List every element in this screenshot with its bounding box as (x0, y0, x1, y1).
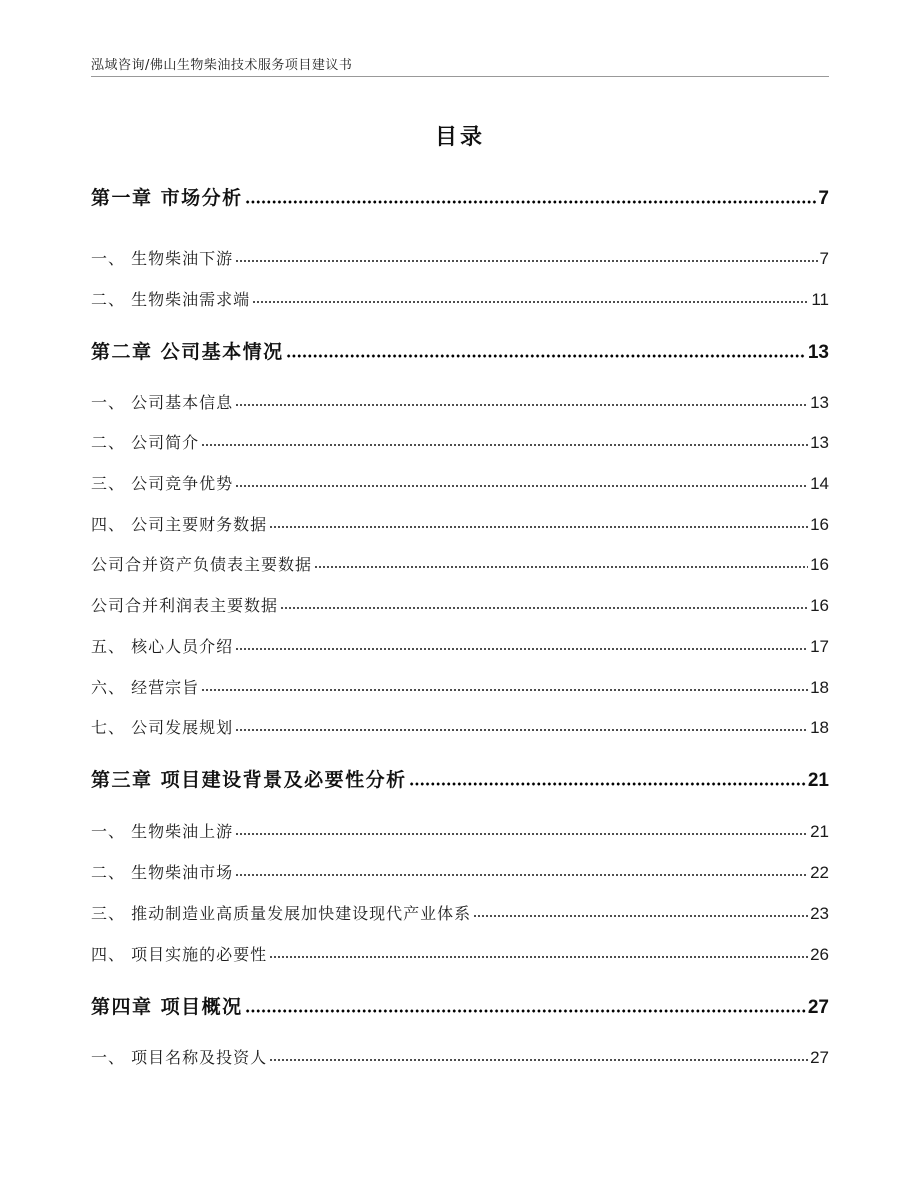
toc-section[interactable] (91, 943, 829, 965)
toc-section[interactable] (91, 676, 829, 698)
toc-entry-label: 三、 公司竞争优势 (91, 474, 234, 493)
toc-dot-leader (280, 605, 808, 611)
toc-page-number: 27 (810, 1048, 829, 1067)
toc-entry-label: 公司合并利润表主要数据 (91, 596, 279, 615)
toc-entry-label: 第四章 项目概况 (91, 996, 243, 1018)
toc-page-number: 7 (819, 249, 829, 268)
table-of-contents (91, 0, 829, 1191)
toc-page-number: 11 (811, 290, 829, 309)
toc-dot-leader (252, 299, 809, 305)
toc-section[interactable] (91, 820, 829, 842)
toc-section[interactable] (91, 431, 829, 453)
toc-entry-label: 一、 公司基本信息 (91, 393, 234, 412)
toc-dot-leader (245, 198, 817, 205)
toc-page-number: 16 (810, 596, 829, 615)
toc-section[interactable] (91, 472, 829, 494)
toc-dot-leader (269, 1057, 808, 1063)
toc-entry-label: 四、 公司主要财务数据 (91, 515, 268, 534)
toc-section[interactable] (91, 861, 829, 883)
toc-entry-label: 第一章 市场分析 (91, 187, 243, 209)
toc-page-number: 27 (807, 997, 829, 1018)
toc-page-number: 26 (810, 945, 829, 964)
toc-entry-label: 七、 公司发展规划 (91, 718, 234, 737)
toc-page-number: 16 (810, 555, 829, 574)
toc-page-number: 23 (810, 904, 829, 923)
toc-entry-label: 第三章 项目建设背景及必要性分析 (91, 769, 407, 791)
toc-chapter-4[interactable] (91, 993, 829, 1019)
toc-dot-leader (286, 352, 806, 359)
toc-dot-leader (235, 483, 808, 489)
toc-chapter-3[interactable] (91, 766, 829, 792)
toc-dot-leader (314, 564, 808, 570)
toc-dot-leader (235, 402, 808, 408)
toc-page-number: 21 (807, 770, 829, 791)
toc-section[interactable] (91, 513, 829, 535)
toc-page-number: 18 (810, 718, 829, 737)
toc-section[interactable] (91, 288, 829, 310)
running-header: 泓域咨询/佛山生物柴油技术服务项目建议书 (91, 58, 353, 73)
toc-chapter-2[interactable] (91, 338, 829, 364)
toc-chapter-1[interactable] (91, 184, 829, 210)
toc-entry-label: 六、 经营宗旨 (91, 678, 200, 697)
toc-page-number: 13 (810, 393, 829, 412)
toc-page-number: 16 (810, 515, 829, 534)
toc-section[interactable] (91, 635, 829, 657)
toc-entry-label: 五、 核心人员介绍 (91, 637, 234, 656)
toc-entry-label: 第二章 公司基本情况 (91, 341, 284, 363)
toc-title: 目录 (434, 125, 485, 150)
toc-entry-label: 一、 项目名称及投资人 (91, 1048, 268, 1067)
toc-dot-leader (235, 831, 808, 837)
toc-dot-leader (201, 687, 808, 693)
toc-entry-label: 公司合并资产负债表主要数据 (91, 555, 313, 574)
toc-section[interactable] (91, 594, 829, 616)
toc-page-number: 14 (810, 474, 829, 493)
toc-dot-leader (269, 524, 808, 530)
toc-section[interactable] (91, 553, 829, 575)
toc-entry-label: 四、 项目实施的必要性 (91, 945, 268, 964)
toc-section[interactable] (91, 247, 829, 269)
toc-dot-leader (245, 1007, 806, 1014)
toc-entry-label: 二、 生物柴油市场 (91, 863, 234, 882)
toc-section[interactable] (91, 716, 829, 738)
toc-section[interactable] (91, 391, 829, 413)
toc-entry-label: 二、 生物柴油需求端 (91, 290, 251, 309)
toc-page-number: 17 (810, 637, 829, 656)
toc-section[interactable] (91, 1046, 829, 1068)
toc-dot-leader (269, 954, 808, 960)
toc-dot-leader (235, 727, 808, 733)
toc-page-number: 21 (810, 822, 829, 841)
toc-dot-leader (235, 872, 808, 878)
toc-entry-label: 一、 生物柴油上游 (91, 822, 234, 841)
toc-dot-leader (235, 258, 817, 264)
toc-page-number: 13 (807, 342, 829, 363)
toc-page-number: 7 (818, 188, 829, 209)
toc-entry-label: 一、 生物柴油下游 (91, 249, 234, 268)
toc-dot-leader (201, 442, 808, 448)
toc-page-number: 18 (810, 678, 829, 697)
toc-entry-label: 三、 推动制造业高质量发展加快建设现代产业体系 (91, 904, 472, 923)
toc-dot-leader (409, 780, 806, 787)
toc-entry-label: 二、 公司简介 (91, 433, 200, 452)
toc-dot-leader (473, 913, 808, 919)
toc-page-number: 13 (810, 433, 829, 452)
toc-section[interactable] (91, 902, 829, 924)
toc-dot-leader (235, 646, 808, 652)
toc-page-number: 22 (810, 863, 829, 882)
